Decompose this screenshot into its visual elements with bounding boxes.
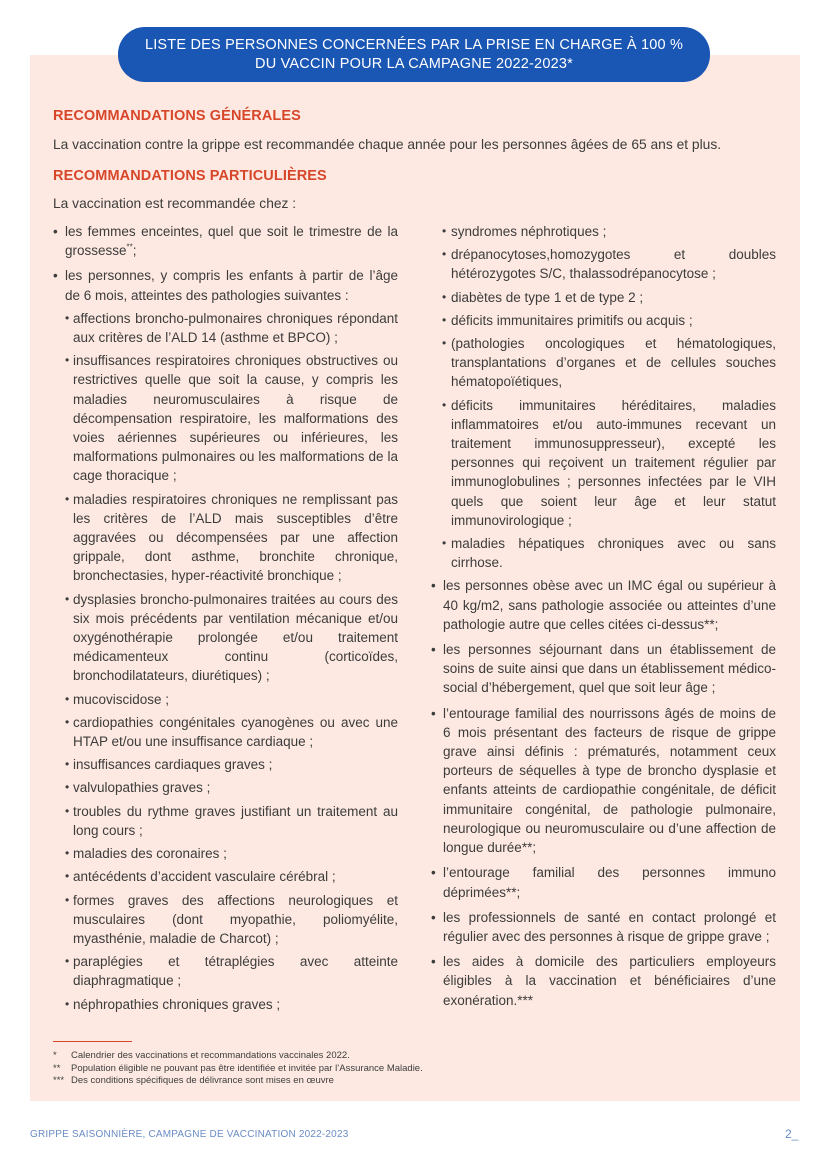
footnotes	[53, 1050, 423, 1088]
list-item: • l’entourage familial des nourrissons âgés de moins de 6 mois présentant des facteurs de risque de grippe grave ainsi définis : prématurés, notamment ceux porteurs de séquelles à type de broncho dysplasie et enfants atteints de cardiopathie congénitale, de déficit immunitaire congénital, de pathologie pulmonaire, neurologique ou neuromusculaire ou d’une affection de longue durée**;	[431, 704, 776, 858]
list-subitem: • antécédents d’accident vasculaire cérébral ;	[53, 867, 398, 886]
list-subitem: • (pathologies oncologiques et hématologiques, transplantations d’organes et de cellules souches hématopoïétiques,	[431, 334, 776, 392]
left-column	[53, 222, 398, 1018]
list-subitem: • néphropathies chroniques graves ;	[53, 995, 398, 1014]
banner-line-2: DU VACCIN POUR LA CAMPAGNE 2022-2023*	[255, 55, 573, 72]
page-number: 2_	[785, 1127, 799, 1141]
list-subitem: • cardiopathies congénitales cyanogènes ou avec une HTAP et/ou une insuffisance cardiaque ;	[53, 713, 398, 751]
banner-line-1: LISTE DES PERSONNES CONCERNÉES PAR LA PRISE EN CHARGE À 100 %	[144, 36, 684, 53]
particular-intro: La vaccination est recommandée chez :	[53, 196, 297, 211]
list-subitem: • maladies hépatiques chroniques avec ou sans cirrhose.	[431, 534, 776, 572]
list-subitem: • troubles du rythme graves justifiant un traitement au long cours ;	[53, 802, 398, 840]
list-subitem: • affections broncho-pulmonaires chroniques répondant aux critères de l’ALD 14 (asthme et BPCO) ;	[53, 309, 398, 347]
list-subitem: • déficits immunitaires héréditaires, maladies inflammatoires et/ou auto-immunes recevant un traitement immunosuppresseur), excepté les personnes qui reçoivent un traitement régulier par immunoglobulines ; personnes infectées par le VIH quels que soient leur âge et leur statut immunovirologique ;	[431, 396, 776, 530]
footnote: * Calendrier des vaccinations et recommandations vaccinales 2022.	[53, 1050, 350, 1061]
list-subitem: • syndromes néphrotiques ;	[431, 222, 776, 241]
list-subitem: • drépanocytoses,homozygotes et doubles hétérozygotes S/C, thalassodrépanocytose ;	[431, 245, 776, 283]
list-subitem: • mucoviscidose ;	[53, 690, 398, 709]
footnote: ** Population éligible ne pouvant pas être identifiée et invitée par l’Assurance Maladie.	[53, 1062, 423, 1074]
list-subitem: • maladies respiratoires chroniques ne remplissant pas les critères de l’ALD mais susceptibles d’être aggravées ou décompensées par une affection grippale, dont asthme, bronchite chronique, bronchectasies, hyper-réactivité bronchique ;	[53, 490, 398, 586]
footer-title: GRIPPE SAISONNIÈRE, CAMPAGNE DE VACCINATION 2022-2023	[30, 1129, 349, 1140]
general-text: La vaccination contre la grippe est recommandée chaque année pour les personnes âgées de 65 ans et plus.	[53, 137, 722, 152]
list-subitem: • paraplégies et tétraplégies avec atteinte diaphragmatique ;	[53, 952, 398, 990]
particular-heading: RECOMMANDATIONS PARTICULIÈRES	[53, 168, 327, 184]
list-item: • les femmes enceintes, quel que soit le trimestre de la grossesse**;	[53, 222, 398, 260]
list-item: • les personnes, y compris les enfants à partir de l’âge de 6 mois, atteintes des pathologies suivantes :	[53, 266, 398, 304]
general-heading: RECOMMANDATIONS GÉNÉRALES	[53, 108, 301, 124]
list-subitem: • insuffisances cardiaques graves ;	[53, 755, 398, 774]
title-banner	[118, 27, 710, 82]
list-subitem: • insuffisances respiratoires chroniques obstructives ou restrictives quelle que soit la cause, y compris les maladies neuromusculaires à risque de décompensation respiratoire, les malformations des voies aériennes supérieures ou inférieures, les malformations pulmonaires ou les malformations de la cage thoracique ;	[53, 351, 398, 485]
list-subitem: • maladies des coronaires ;	[53, 844, 398, 863]
list-subitem: • dysplasies broncho-pulmonaires traitées au cours des six mois précédents par ventilation mécanique et/ou oxygénothérapie prolongée et/ou traitement médicamenteux continu (corticoïdes, bronchodilatateurs, diurétiques) ;	[53, 590, 398, 686]
right-column	[431, 222, 776, 1016]
list-subitem: • formes graves des affections neurologiques et musculaires (dont myopathie, poliomyélite, myasthénie, maladie de Charcot) ;	[53, 891, 398, 949]
list-subitem: • diabètes de type 1 et de type 2 ;	[431, 288, 776, 307]
footnote-divider	[53, 1041, 132, 1042]
list-subitem: • déficits immunitaires primitifs ou acquis ;	[431, 311, 776, 330]
list-item: • les personnes obèse avec un IMC égal ou supérieur à 40 kg/m2, sans pathologie associée ou atteintes d’une pathologie autre que celles citées ci-dessus**;	[431, 576, 776, 634]
list-subitem: • valvulopathies graves ;	[53, 778, 398, 797]
list-item: • les aides à domicile des particuliers employeurs éligibles à la vaccination et bénéficiaires d’une exonération.***	[431, 952, 776, 1010]
list-item: • l’entourage familial des personnes immuno déprimées**;	[431, 863, 776, 901]
footnote: *** Des conditions spécifiques de délivrance sont mises en œuvre	[53, 1075, 334, 1086]
list-item: • les personnes séjournant dans un établissement de soins de suite ainsi que dans un établissement médico-social d’hébergement, quel que soit leur âge ;	[431, 640, 776, 698]
list-item: • les professionnels de santé en contact prolongé et régulier avec des personnes à risque de grippe grave ;	[431, 908, 776, 946]
